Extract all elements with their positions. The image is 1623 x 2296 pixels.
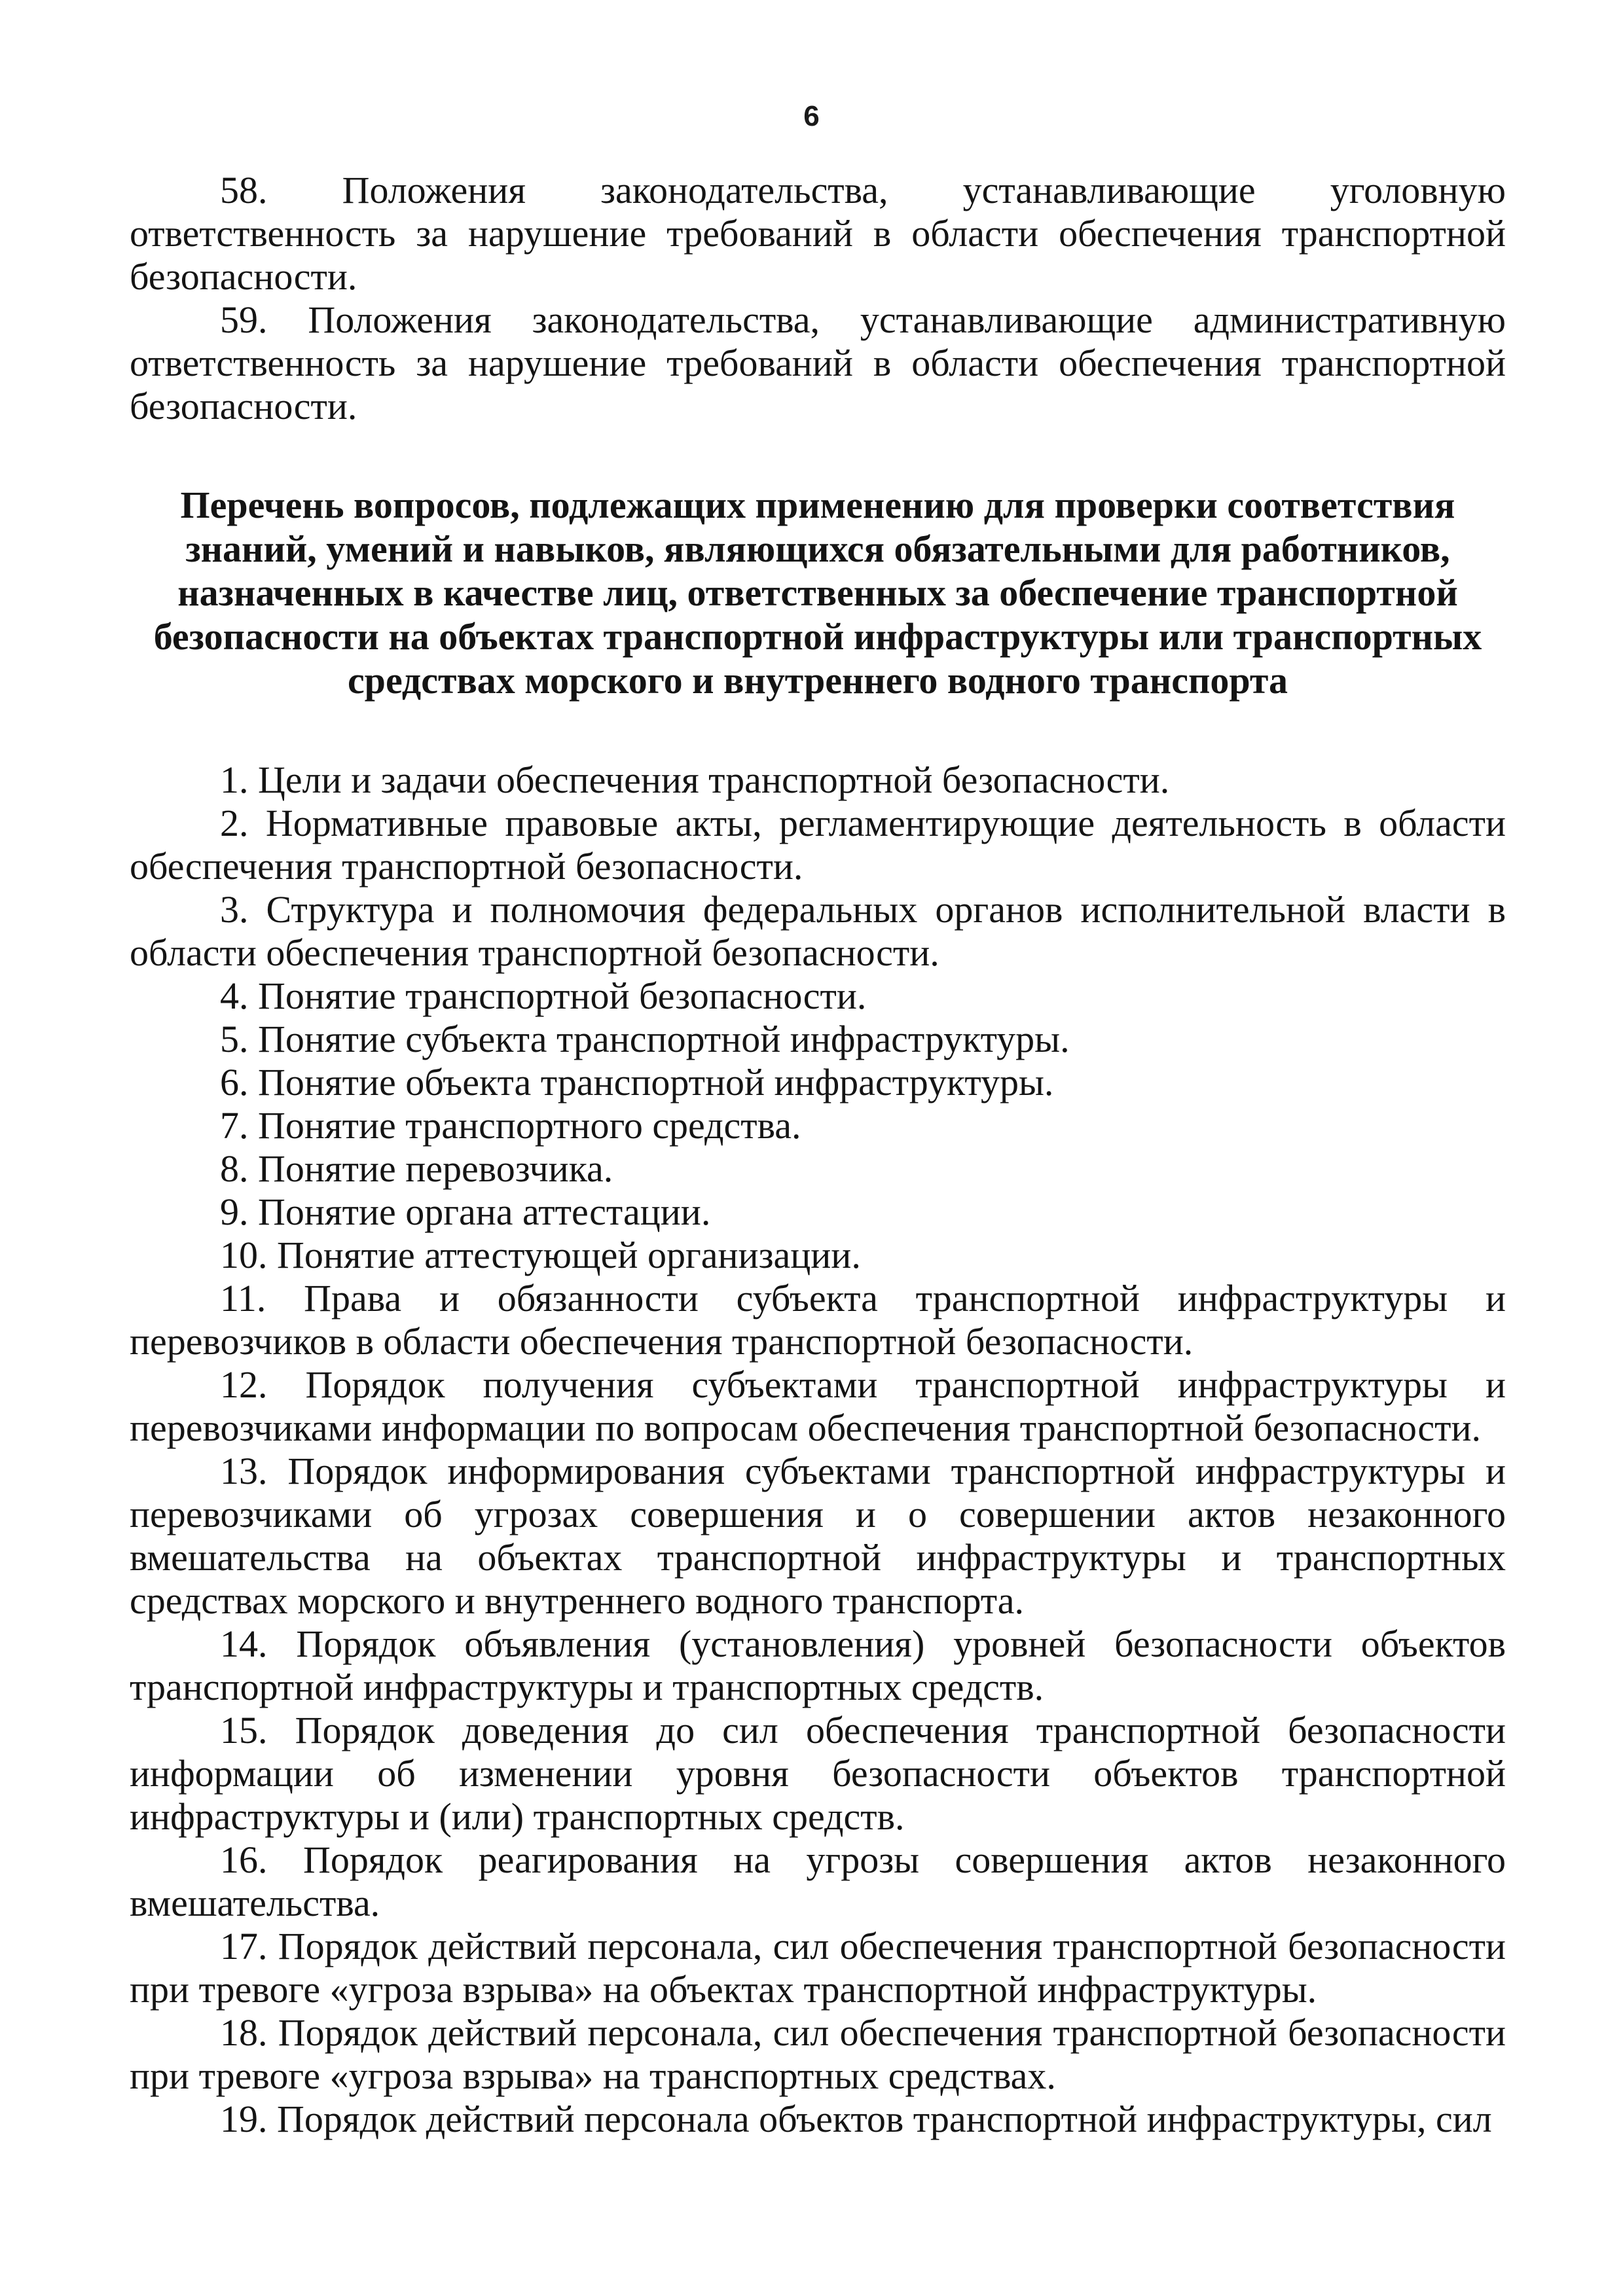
item-number: 15. — [220, 1709, 268, 1751]
item-number: 4. — [220, 975, 249, 1017]
item-text: Структура и полномочия федеральных органов исполнительной власти в области обеспечения транспортной безопасности. — [130, 888, 1506, 974]
document-body — [130, 169, 1506, 2141]
item-text: Понятие аттестующей организации. — [277, 1234, 861, 1276]
list-item — [130, 1234, 1506, 1277]
list-item — [130, 1925, 1506, 2011]
item-number: 16. — [220, 1839, 268, 1881]
list-item — [130, 169, 1506, 298]
item-text: Понятие транспортной безопасности. — [258, 975, 867, 1017]
item-number: 2. — [220, 802, 249, 844]
list-item — [130, 975, 1506, 1018]
item-text: Положения законодательства, устанавливающие уголовную ответственность за нарушение требований в области обеспечения транспортной безопасности. — [130, 169, 1506, 298]
list-item — [130, 1623, 1506, 1709]
item-number: 1. — [220, 759, 249, 801]
item-number: 7. — [220, 1104, 249, 1147]
list-item — [130, 1709, 1506, 1839]
item-number: 13. — [220, 1450, 268, 1492]
page-number: 6 — [803, 100, 820, 132]
item-number: 59. — [220, 298, 268, 341]
list-item — [130, 1277, 1506, 1363]
item-text: Понятие объекта транспортной инфраструктуры. — [258, 1061, 1054, 1103]
item-text: Порядок информирования субъектами транспортной инфраструктуры и перевозчиками об угрозах совершения и о совершении актов незаконного вмешательства на объектах транспортной инфраструктуры и транспортных средствах морского и внутреннего водного транспорта. — [130, 1450, 1506, 1622]
list-item — [130, 1061, 1506, 1104]
item-number: 18. — [220, 2011, 268, 2054]
section-heading: Перечень вопросов, подлежащих применению для проверки соответствия знаний, умений и навыков, являющихся обязательными для работников, назначенных в качестве лиц, ответственных за обеспечение транспортной безопасности на объектах транспортной инфраструктуры или транспортных средствах морского и внутреннего водного транспорта — [153, 484, 1482, 702]
list-item — [130, 1104, 1506, 1147]
list-item — [130, 2098, 1506, 2141]
item-number: 5. — [220, 1018, 249, 1060]
item-number: 3. — [220, 888, 249, 931]
item-number: 19. — [220, 2098, 268, 2140]
list-item — [130, 1191, 1506, 1234]
item-number: 58. — [220, 169, 268, 211]
item-number: 12. — [220, 1363, 268, 1406]
item-text: Положения законодательства, устанавливающие административную ответственность за нарушение требований в области обеспечения транспортной безопасности. — [130, 298, 1506, 427]
item-number: 11. — [220, 1277, 266, 1319]
list-item — [130, 1450, 1506, 1623]
list-item — [130, 759, 1506, 802]
item-text: Порядок действий персонала, сил обеспечения транспортной безопасности при тревоге «угроза взрыва» на объектах транспортной инфраструктуры. — [130, 1925, 1506, 2011]
item-text: Порядок получения субъектами транспортной инфраструктуры и перевозчиками информации по вопросам обеспечения транспортной безопасности. — [130, 1363, 1506, 1449]
item-number: 9. — [220, 1191, 249, 1233]
list-item — [130, 1363, 1506, 1450]
item-text: Права и обязанности субъекта транспортной инфраструктуры и перевозчиков в области обеспечения транспортной безопасности. — [130, 1277, 1506, 1363]
item-text: Понятие субъекта транспортной инфраструктуры. — [258, 1018, 1070, 1060]
item-number: 6. — [220, 1061, 249, 1103]
item-number: 8. — [220, 1147, 249, 1190]
item-text: Порядок доведения до сил обеспечения транспортной безопасности информации об изменении уровня безопасности объектов транспортной инфраструктуры и (или) транспортных средств. — [130, 1709, 1506, 1838]
item-text: Понятие органа аттестации. — [258, 1191, 711, 1233]
item-number: 17. — [220, 1925, 268, 1967]
list-item — [130, 888, 1506, 975]
item-text: Нормативные правовые акты, регламентирующие деятельность в области обеспечения транспортной безопасности. — [130, 802, 1506, 888]
item-number: 10. — [220, 1234, 268, 1276]
list-item — [130, 802, 1506, 888]
item-text: Порядок действий персонала, сил обеспечения транспортной безопасности при тревоге «угроза взрыва» на транспортных средствах. — [130, 2011, 1506, 2097]
item-text: Понятие транспортного средства. — [258, 1104, 801, 1147]
list-item — [130, 2011, 1506, 2098]
list-item — [130, 1147, 1506, 1191]
list-item — [130, 1018, 1506, 1061]
item-text: Понятие перевозчика. — [258, 1147, 613, 1190]
list-item — [130, 298, 1506, 428]
item-text: Порядок объявления (установления) уровней безопасности объектов транспортной инфраструктуры и транспортных средств. — [130, 1623, 1506, 1708]
list-item — [130, 1839, 1506, 1925]
item-number: 14. — [220, 1623, 268, 1665]
item-text: Цели и задачи обеспечения транспортной безопасности. — [258, 759, 1170, 801]
item-text: Порядок реагирования на угрозы совершения актов незаконного вмешательства. — [130, 1839, 1506, 1924]
item-text: Порядок действий персонала объектов транспортной инфраструктуры, сил — [277, 2098, 1492, 2140]
